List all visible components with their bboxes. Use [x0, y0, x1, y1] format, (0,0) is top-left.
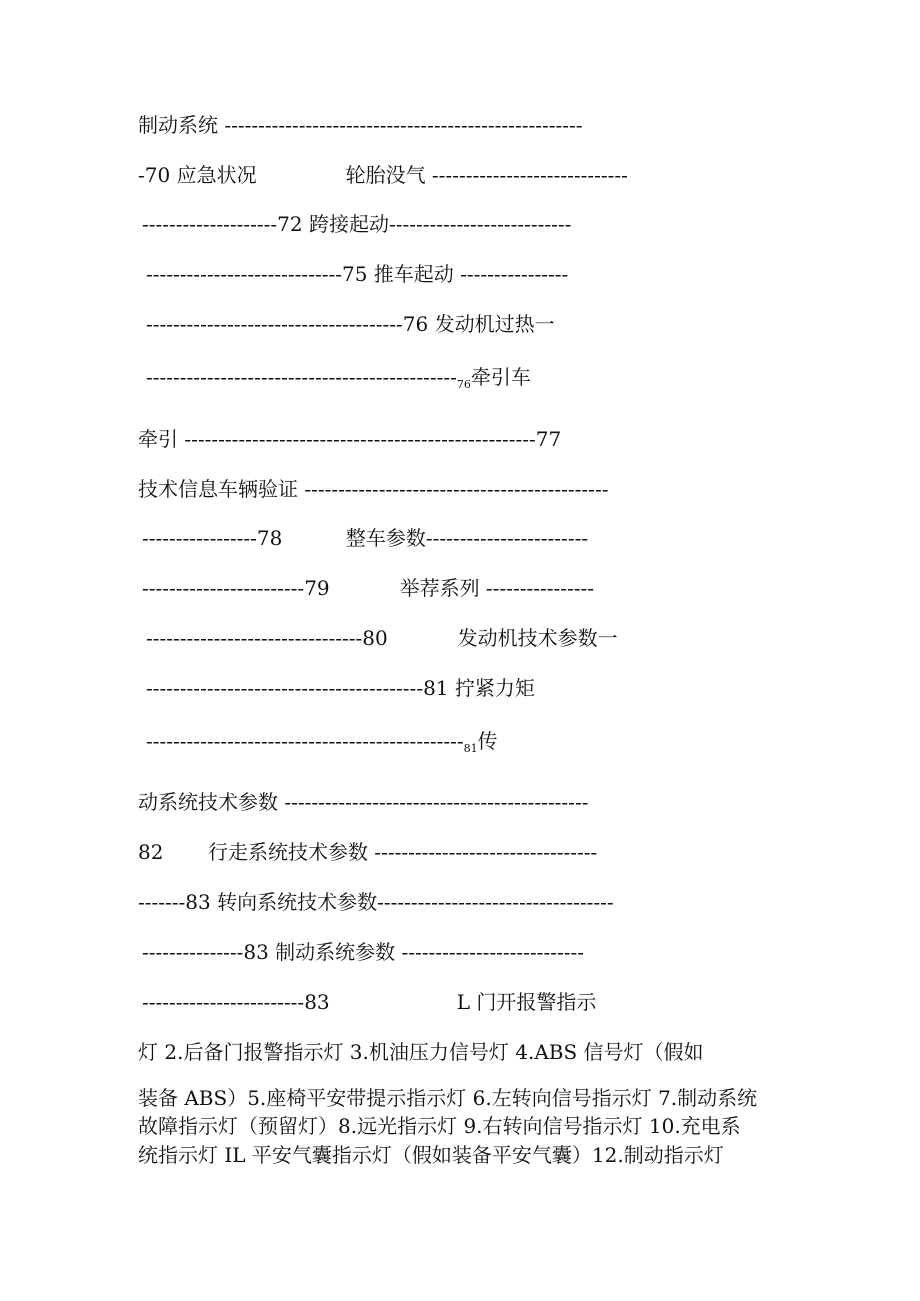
toc-line: --------------------------------------76 发动机过热一 — [146, 312, 555, 336]
toc-page-subscript: 81 — [463, 742, 478, 755]
toc-line: ------------------------83 L 门开报警指示 — [142, 990, 597, 1014]
toc-line: 牵引 ----------------------------------------------------77 — [138, 427, 562, 451]
toc-line: 制动系统 ----------------------------------------------------- — [138, 113, 583, 137]
toc-line: -70 应急状况 轮胎没气 ----------------------------- — [138, 163, 628, 187]
toc-line: $-----------------------------------------------_{81}$传 — [146, 729, 498, 755]
toc-line: 82 行走系统技术参数 --------------------------------- — [138, 840, 598, 864]
toc-line: ---------------83 制动系统参数 --------------------------- — [142, 940, 584, 964]
toc-line: -------83 转向系统技术参数----------------------------------- — [138, 890, 614, 914]
toc-line: ------------------------79 举荐系列 ---------------- — [142, 576, 595, 600]
paragraph-line: 故障指示灯（预留灯）8.远光指示灯 9.右转向信号指示灯 10.充电系 — [138, 1114, 741, 1138]
paragraph-line: 灯 2.后备门报警指示灯 3.机油压力信号灯 4.ABS 信号灯（假如 — [138, 1040, 704, 1064]
toc-line: --------------------72 跨接起动--------------------------- — [142, 212, 572, 236]
toc-line: 动系统技术参数 --------------------------------------------- — [138, 790, 589, 814]
toc-page-subscript: 76 — [456, 378, 471, 391]
toc-line: 技术信息车辆验证 --------------------------------------------- — [138, 477, 609, 501]
toc-line: -----------------------------------------81 拧紧力矩 — [146, 676, 535, 700]
toc-line: $----------------------------------------------_{76}$牵引车 — [146, 365, 531, 391]
paragraph-line: 装备 ABS）5.座椅平安带提示指示灯 6.左转向信号指示灯 7.制动系统 — [138, 1086, 758, 1110]
toc-line: -----------------78 整车参数------------------------ — [142, 526, 589, 550]
toc-line: -----------------------------75 推车起动 ---------------- — [146, 262, 569, 286]
toc-line: --------------------------------80 发动机技术参数一 — [146, 626, 618, 650]
paragraph-line: 统指示灯 IL 平安气囊指示灯（假如装备平安气囊）12.制动指示灯 — [138, 1143, 724, 1167]
